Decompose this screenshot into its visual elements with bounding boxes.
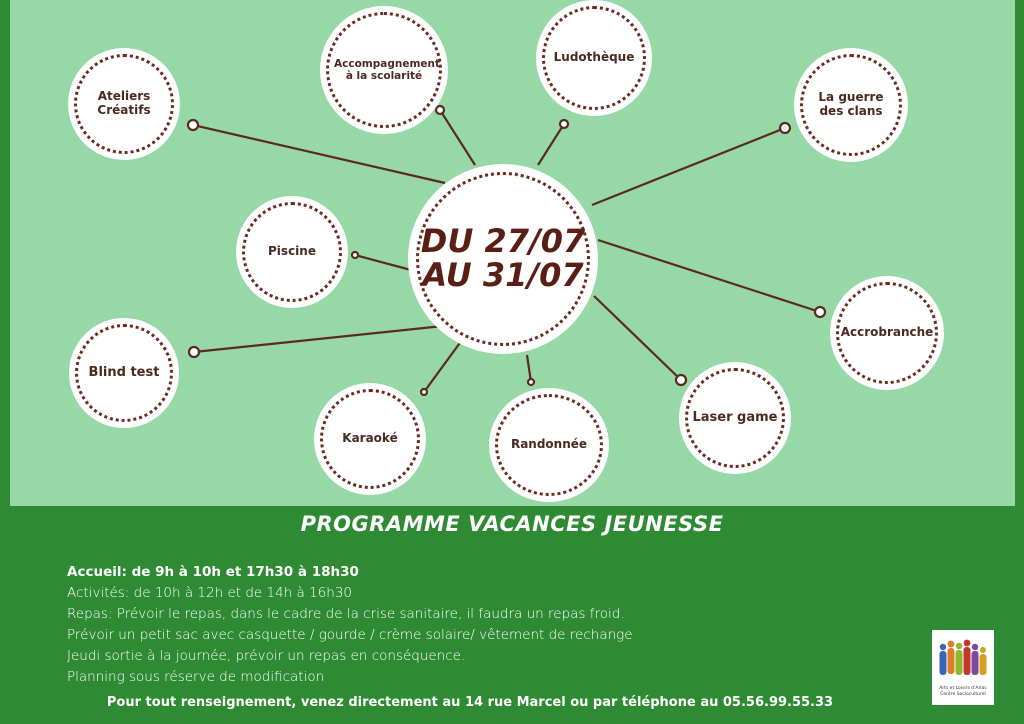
centre-logo xyxy=(932,630,994,705)
activity-randonnee xyxy=(489,388,609,502)
info-block xyxy=(67,562,633,688)
info-jeudi: Jeudi sortie à la journée, prévoir un repas en conséquence. xyxy=(67,648,466,664)
contact-footer: Pour tout renseignement, venez directement au 14 rue Marcel ou par téléphone au 05.56.99.55.33 xyxy=(106,695,834,710)
activity-accrobranche xyxy=(830,276,944,390)
activity-ateliers-creatifs xyxy=(68,48,180,160)
info-accueil: Accueil: de 9h à 10h et 17h30 à 18h30 xyxy=(67,564,359,580)
date-end: AU 31/07 xyxy=(422,256,584,294)
info-activites: Activités: de 10h à 12h et de 14h à 16h30 xyxy=(67,585,353,601)
activity-label: Accrobranche xyxy=(840,325,934,340)
info-planning: Planning sous réserve de modification xyxy=(67,669,325,685)
activity-piscine xyxy=(236,196,348,308)
activity-label: La guerre des clans xyxy=(818,90,884,118)
info-repas: Repas: Prévoir le repas, dans le cadre de la crise sanitaire, il faudra un repas froid. xyxy=(67,606,625,622)
activity-label: Piscine xyxy=(268,244,316,259)
date-range-bubble xyxy=(408,164,598,354)
activity-ludotheque xyxy=(536,0,652,116)
activity-label: Karaoké xyxy=(342,431,398,446)
activity-label: Laser game xyxy=(692,409,778,425)
activity-laser-game xyxy=(679,362,791,474)
activity-label: Randonnée xyxy=(510,437,588,452)
date-start: DU 27/07 xyxy=(420,222,586,261)
info-sac: Prévoir un petit sac avec casquette / gourde / crème solaire/ vêtement de rechange xyxy=(67,627,633,643)
logo-caption: Arts et Loisirs d'Arlac Centre Socioculturel xyxy=(939,686,987,697)
activity-label: Ateliers Créatifs xyxy=(97,89,151,117)
activity-label: Blind test xyxy=(88,364,160,380)
activity-karaoke xyxy=(314,383,426,495)
activity-guerre-des-clans xyxy=(794,48,908,162)
activity-label: Ludothèque xyxy=(553,50,635,65)
program-title: PROGRAMME VACANCES JEUNESSE xyxy=(300,512,724,536)
activity-accompagnement-scolarite xyxy=(320,6,448,134)
activity-label: Accompagnement à la scolarité xyxy=(334,57,440,82)
people-logo-icon xyxy=(936,638,990,682)
activity-blind-test xyxy=(69,318,179,428)
